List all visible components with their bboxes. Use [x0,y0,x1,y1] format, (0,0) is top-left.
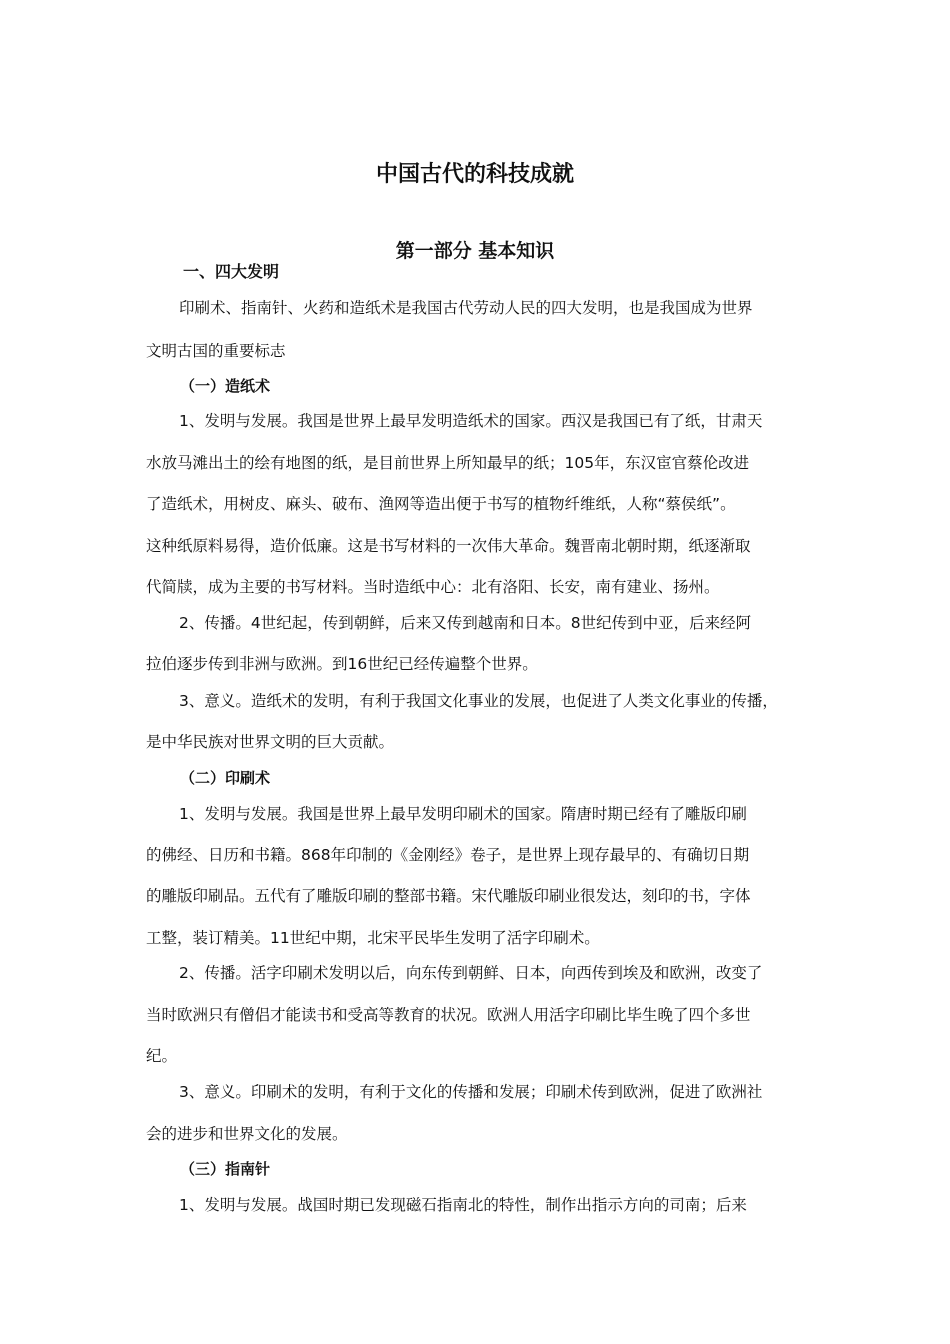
paragraph-line: 3、意义。造纸术的发明，有利于我国文化事业的发展，也促进了人类文化事业的传播， [179,692,778,710]
paragraph-line: 是中华民族对世界文明的巨大贡献。 [146,733,395,751]
subsection-heading-paper: （一）造纸术 [180,377,271,395]
section-heading: 一、四大发明 [183,262,280,281]
paragraph-line: 了造纸术，用树皮、麻头、破布、渔网等造出便于书写的植物纤维纸，人称“蔡侯纸”。 [146,495,736,513]
paragraph-line: 的佛经、日历和书籍。868年印制的《金刚经》卷子，是世界上现存最早的、有确切日期 [146,846,750,864]
document-title: 中国古代的科技成就 [375,162,574,187]
paragraph-line: 纪。 [146,1047,178,1065]
paragraph-line: 3、意义。印刷术的发明，有利于文化的传播和发展；印刷术传到欧洲，促进了欧洲社 [179,1083,763,1101]
subsection-heading-compass: （三）指南针 [180,1160,271,1178]
paragraph-line: 2、传播。4世纪起，传到朝鲜，后来又传到越南和日本。8世纪传到中亚，后来经阿 [179,614,752,632]
paragraph-line: 会的进步和世界文化的发展。 [146,1125,348,1143]
paragraph-line: 1、发明与发展。战国时期已发现磁石指南北的特性，制作出指示方向的司南；后来 [179,1196,747,1214]
paragraph-line: 拉伯逐步传到非洲与欧洲。到16世纪已经传遍整个世界。 [146,655,538,673]
paragraph-line: 水放马滩出土的绘有地图的纸，是目前世界上所知最早的纸；105年，东汉宦官蔡伦改进 [146,454,750,472]
subsection-heading-printing: （二）印刷术 [180,769,271,787]
paragraph-line: 当时欧洲只有僧侣才能读书和受高等教育的状况。欧洲人用活字印刷比毕生晚了四个多世 [146,1006,751,1024]
paragraph-line: 代简牍，成为主要的书写材料。当时造纸中心：北有洛阳、长安，南有建业、扬州。 [146,578,720,596]
intro-line-2: 文明古国的重要标志 [146,342,286,360]
intro-line-1: 印刷术、指南针、火药和造纸术是我国古代劳动人民的四大发明，也是我国成为世界 [179,299,753,317]
paragraph-line: 的雕版印刷品。五代有了雕版印刷的整部书籍。宋代雕版印刷业很发达，刻印的书，字体 [146,887,751,905]
part-heading: 第一部分 基本知识 [395,240,555,262]
paragraph-line: 2、传播。活字印刷术发明以后，向东传到朝鲜、日本，向西传到埃及和欧洲，改变了 [179,964,763,982]
paragraph-line: 1、发明与发展。我国是世界上最早发明印刷术的国家。隋唐时期已经有了雕版印刷 [179,805,747,823]
paragraph-line: 工整，装订精美。11世纪中期，北宋平民毕生发明了活字印刷术。 [146,929,600,947]
paragraph-line: 1、发明与发展。我国是世界上最早发明造纸术的国家。西汉是我国已有了纸，甘肃天 [179,412,763,430]
paragraph-line: 这种纸原料易得，造价低廉。这是书写材料的一次伟大革命。魏晋南北朝时期，纸逐渐取 [146,537,751,555]
